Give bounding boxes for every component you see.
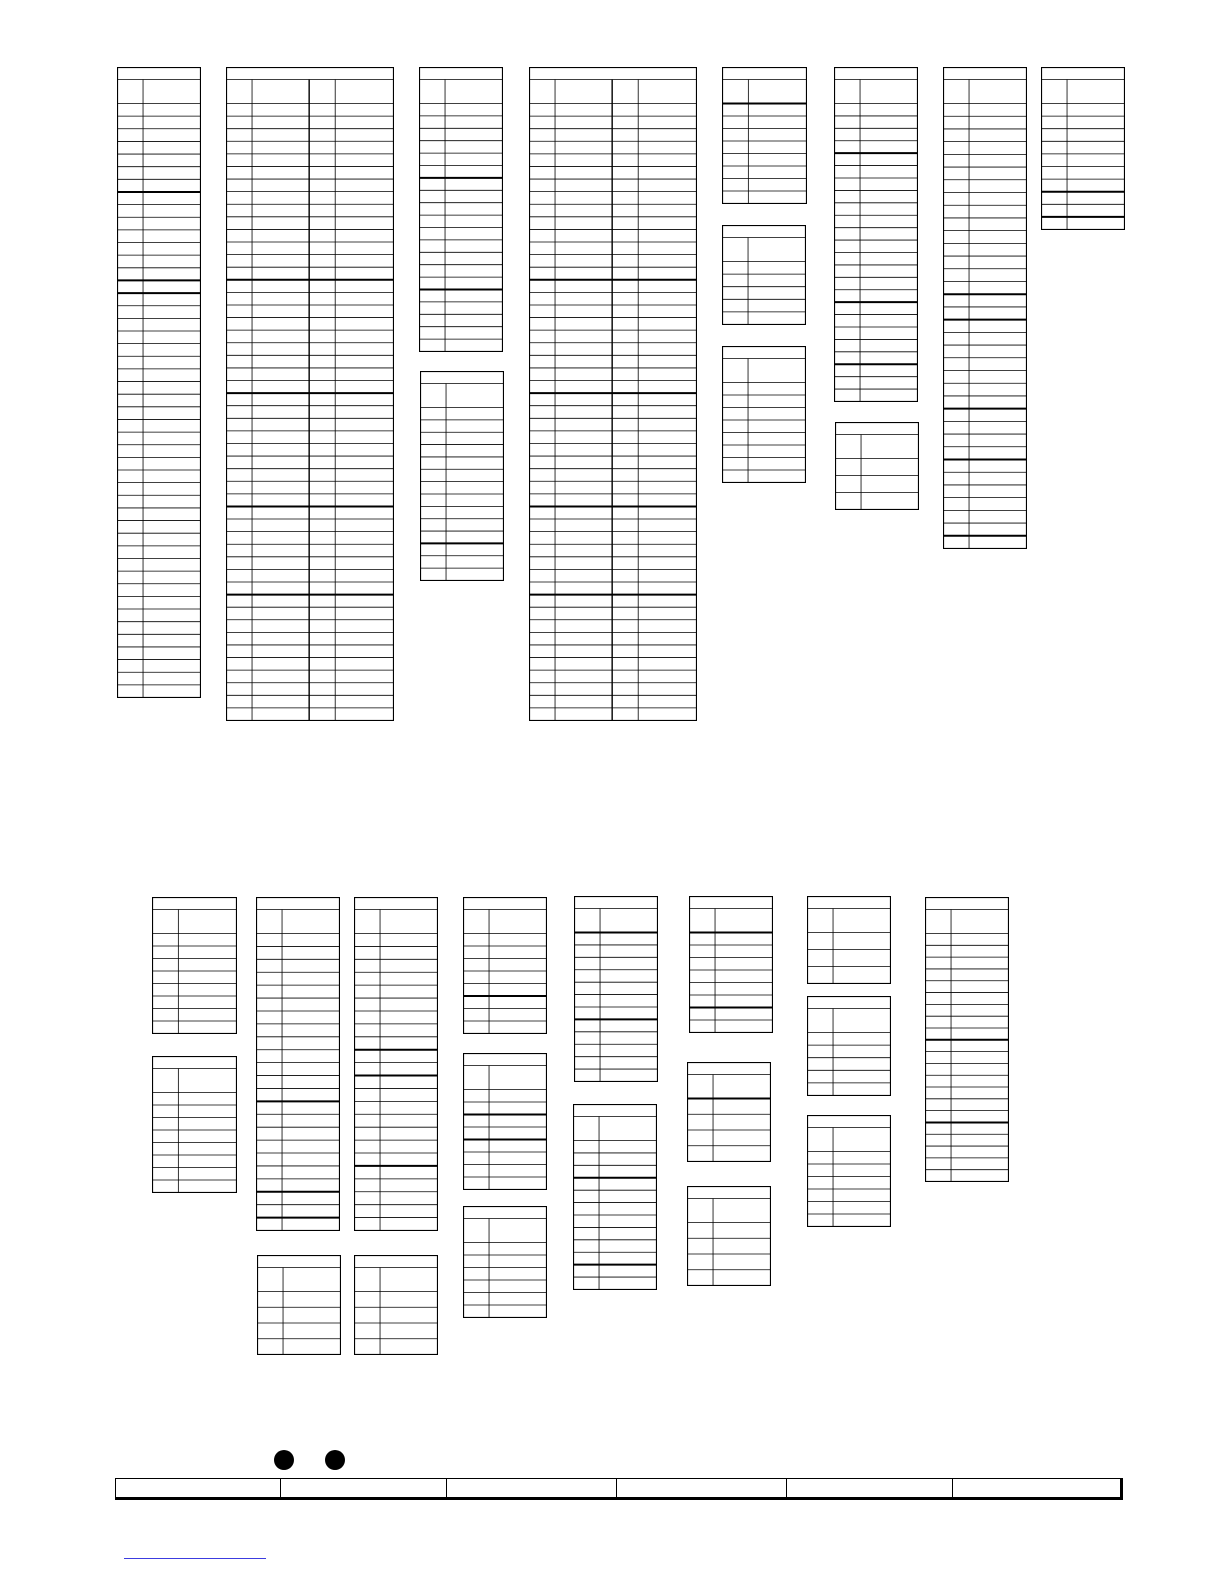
form-table [574,896,658,1082]
bullet-dot-left [274,1450,294,1470]
form-table [807,1115,891,1227]
form-table [689,896,773,1033]
table-frame [723,347,806,483]
form-table [925,897,1009,1182]
footer-cell-1 [116,1479,281,1497]
form-table [354,897,438,1231]
footer-cell-2 [281,1479,447,1497]
form-table [687,1186,771,1286]
table-frame [574,1105,657,1290]
form-table [722,346,806,483]
form-table [722,225,806,325]
table-frame [944,68,1027,549]
table-frame [355,898,438,1231]
table-frame [464,1207,547,1318]
table-frame [421,372,504,581]
table-frame [723,226,806,325]
form-table [420,371,504,581]
form-table [419,67,503,352]
footer-cell-3 [447,1479,617,1497]
form-table [463,897,547,1034]
form-table [463,1053,547,1190]
table-frame [355,1256,438,1355]
form-table [529,67,697,721]
table-frame [464,1054,547,1190]
footer-cell-4 [617,1479,787,1497]
table-frame [808,1116,891,1227]
table-frame [118,68,201,698]
form-table [807,996,891,1096]
form-table [152,1056,237,1193]
form-table [117,67,201,698]
table-frame [257,898,340,1231]
table-frame [153,898,237,1034]
form-table [463,1206,547,1318]
form-table [354,1255,438,1355]
form-table [256,897,340,1231]
hyperlink-underline[interactable] [124,1558,266,1559]
form-table [722,67,807,204]
form-table [835,422,919,510]
footer-cell-6 [953,1479,1120,1497]
form-table [226,67,394,721]
form-table [152,897,237,1034]
table-frame [575,897,658,1082]
table-frame [835,68,918,402]
table-frame [723,68,807,204]
form-table [834,67,918,402]
table-frame [258,1256,341,1355]
form-table [943,67,1027,549]
table-frame [153,1057,237,1193]
footer-strip [115,1478,1123,1500]
bullet-dot-right [325,1450,345,1470]
table-frame [688,1063,771,1162]
table-frame [690,897,773,1033]
form-table [1041,67,1125,230]
table-frame [808,897,891,984]
form-table [257,1255,341,1355]
footer-cell-5 [787,1479,953,1497]
table-frame [1042,68,1125,230]
table-frame [688,1187,771,1286]
form-table [687,1062,771,1162]
table-frame [808,997,891,1096]
table-frame [420,68,503,352]
form-table [807,896,891,984]
table-frame [836,423,919,510]
table-frame [464,898,547,1034]
form-table [573,1104,657,1290]
